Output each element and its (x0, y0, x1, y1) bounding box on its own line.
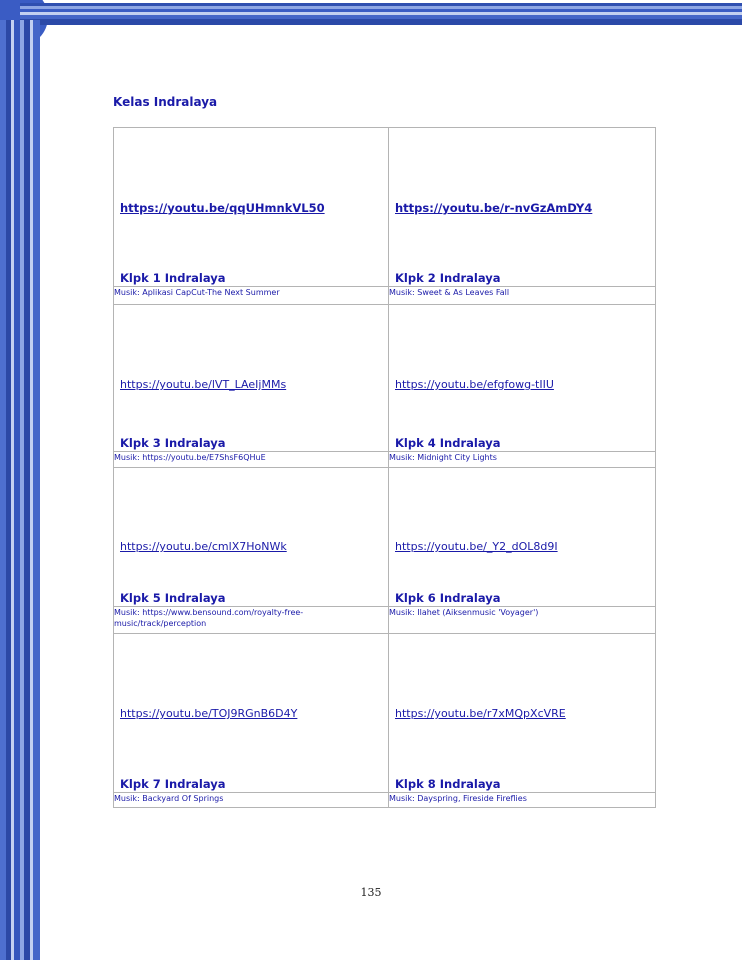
table-row (114, 607, 656, 634)
table-row (114, 468, 656, 607)
group-label: Klpk 3 Indralaya (120, 436, 226, 450)
group-label: Klpk 8 Indralaya (395, 777, 501, 791)
video-cell (389, 305, 656, 452)
page-number: 135 (360, 886, 382, 899)
video-cell (114, 634, 389, 793)
video-link[interactable]: https://youtu.be/TOJ9RGnB6D4Y (120, 707, 298, 720)
section-title: Kelas Indralaya (113, 95, 218, 109)
table-row (114, 452, 656, 468)
table-row (114, 793, 656, 808)
group-label: Klpk 6 Indralaya (395, 591, 501, 605)
video-cell (389, 468, 656, 607)
video-link[interactable]: https://youtu.be/cmlX7HoNWk (120, 540, 287, 553)
group-label: Klpk 1 Indralaya (120, 271, 226, 285)
decorative-left-border (0, 20, 40, 960)
video-cell (389, 128, 656, 287)
video-links-table (113, 127, 656, 808)
music-credit: Musik: Aplikasi CapCut-The Next Summer (114, 287, 389, 305)
group-label: Klpk 4 Indralaya (395, 436, 501, 450)
decorative-top-border (20, 3, 742, 25)
video-cell (114, 305, 389, 452)
group-label: Klpk 5 Indralaya (120, 591, 226, 605)
music-credit: Musik: Sweet & As Leaves Fall (389, 287, 656, 305)
music-credit: Musik: https://youtu.be/E7ShsF6QHuE (114, 452, 389, 468)
music-credit: Musik: Dayspring, Fireside Fireflies (389, 793, 656, 808)
video-link[interactable]: https://youtu.be/efgfowg-tIIU (395, 378, 554, 391)
video-cell (389, 634, 656, 793)
video-cell (114, 128, 389, 287)
music-credit: Musik: Ilahet (Aiksenmusic 'Voyager') (389, 607, 656, 634)
table-row (114, 305, 656, 452)
video-cell (114, 468, 389, 607)
video-link[interactable]: https://youtu.be/qqUHmnkVL50 (120, 201, 325, 215)
video-link[interactable]: https://youtu.be/r-nvGzAmDY4 (395, 201, 593, 215)
group-label: Klpk 2 Indralaya (395, 271, 501, 285)
music-credit: Musik: https://www.bensound.com/royalty-free-music/track/perception (114, 607, 389, 634)
table-row (114, 128, 656, 287)
table-row (114, 287, 656, 305)
music-credit: Musik: Midnight City Lights (389, 452, 656, 468)
video-link[interactable]: https://youtu.be/lVT_LAeIjMMs (120, 378, 287, 391)
table-row (114, 634, 656, 793)
video-link[interactable]: https://youtu.be/_Y2_dOL8d9I (395, 540, 558, 553)
video-link[interactable]: https://youtu.be/r7xMQpXcVRE (395, 707, 566, 720)
group-label: Klpk 7 Indralaya (120, 777, 226, 791)
music-credit: Musik: Backyard Of Springs (114, 793, 389, 808)
